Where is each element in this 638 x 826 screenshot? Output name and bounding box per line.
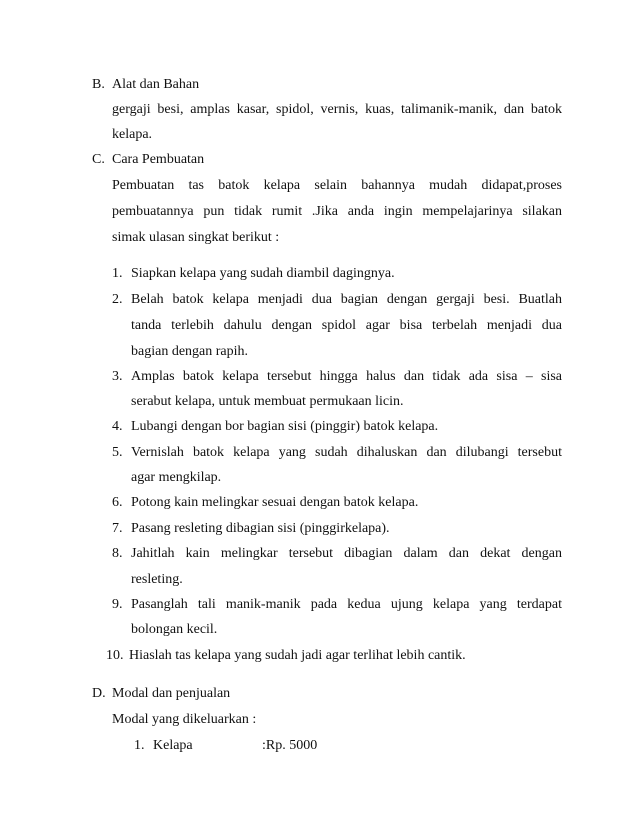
- step-5-line-1: Vernislah batok kelapa yang sudah dihaluskan dan dilubangi tersebut: [131, 445, 562, 460]
- step-3-line-2: serabut kelapa, untuk membuat permukaan licin.: [131, 394, 404, 409]
- step-10-number: 10.: [106, 648, 124, 663]
- step-9-number: 9.: [112, 597, 123, 612]
- step-2-number: 2.: [112, 292, 123, 307]
- section-b-title: Alat dan Bahan: [112, 77, 200, 92]
- step-8-number: 8.: [112, 546, 123, 561]
- section-b-letter: B.: [92, 77, 105, 92]
- step-9-line-1: Pasanglah tali manik-manik pada kedua ujung kelapa yang terdapat: [131, 597, 562, 612]
- section-c-intro-line-3: simak ulasan singkat berikut :: [112, 230, 280, 245]
- step-1-number: 1.: [112, 266, 123, 281]
- step-4-line-1: Lubangi dengan bor bagian sisi (pinggir) batok kelapa.: [131, 419, 439, 434]
- step-1-line-1: Siapkan kelapa yang sudah diambil dagingnya.: [131, 266, 395, 281]
- step-6-line-1: Potong kain melingkar sesuai dengan batok kelapa.: [131, 495, 419, 510]
- step-2-line-3: bagian dengan rapih.: [131, 344, 249, 359]
- step-3-number: 3.: [112, 369, 123, 384]
- section-b-body-line-2: kelapa.: [112, 127, 153, 142]
- step-8-line-1: Jahitlah kain melingkar tersebut dibagian dalam dan dekat dengan: [131, 546, 562, 561]
- step-6-number: 6.: [112, 495, 123, 510]
- step-3-line-1: Amplas batok kelapa tersebut hingga halus dan tidak ada sisa – sisa: [131, 369, 562, 384]
- cost-item-1-number: 1.: [134, 738, 145, 753]
- step-8-line-2: resleting.: [131, 572, 183, 587]
- step-7-line-1: Pasang resleting dibagian sisi (pinggirkelapa).: [131, 521, 390, 536]
- step-2-line-2: tanda terlebih dahulu dengan spidol agar bisa terbelah menjadi dua: [131, 318, 562, 333]
- step-5-line-2: agar mengkilap.: [131, 470, 222, 485]
- step-10-line-1: Hiaslah tas kelapa yang sudah jadi agar terlihat lebih cantik.: [129, 648, 466, 663]
- step-2-line-1: Belah batok kelapa menjadi dua bagian dengan gergaji besi. Buatlah: [131, 292, 562, 307]
- step-9-line-2: bolongan kecil.: [131, 622, 218, 637]
- section-b-body-line-1: gergaji besi, amplas kasar, spidol, vernis, kuas, talimanik-manik, dan batok: [112, 102, 562, 117]
- section-d-letter: D.: [92, 686, 106, 701]
- step-5-number: 5.: [112, 445, 123, 460]
- section-d-title: Modal dan penjualan: [112, 686, 231, 701]
- section-c-intro-line-2: pembuatannya pun tidak rumit .Jika anda ingin mempelajarinya silakan: [112, 204, 562, 219]
- cost-item-1-price: :Rp. 5000: [262, 738, 318, 753]
- section-c-letter: C.: [92, 152, 105, 167]
- section-c-intro-line-1: Pembuatan tas batok kelapa selain bahannya mudah didapat,proses: [112, 178, 562, 193]
- section-c-title: Cara Pembuatan: [112, 152, 205, 167]
- step-4-number: 4.: [112, 419, 123, 434]
- cost-item-1-name: Kelapa: [153, 738, 193, 753]
- step-7-number: 7.: [112, 521, 123, 536]
- section-d-subtitle: Modal yang dikeluarkan :: [112, 712, 257, 727]
